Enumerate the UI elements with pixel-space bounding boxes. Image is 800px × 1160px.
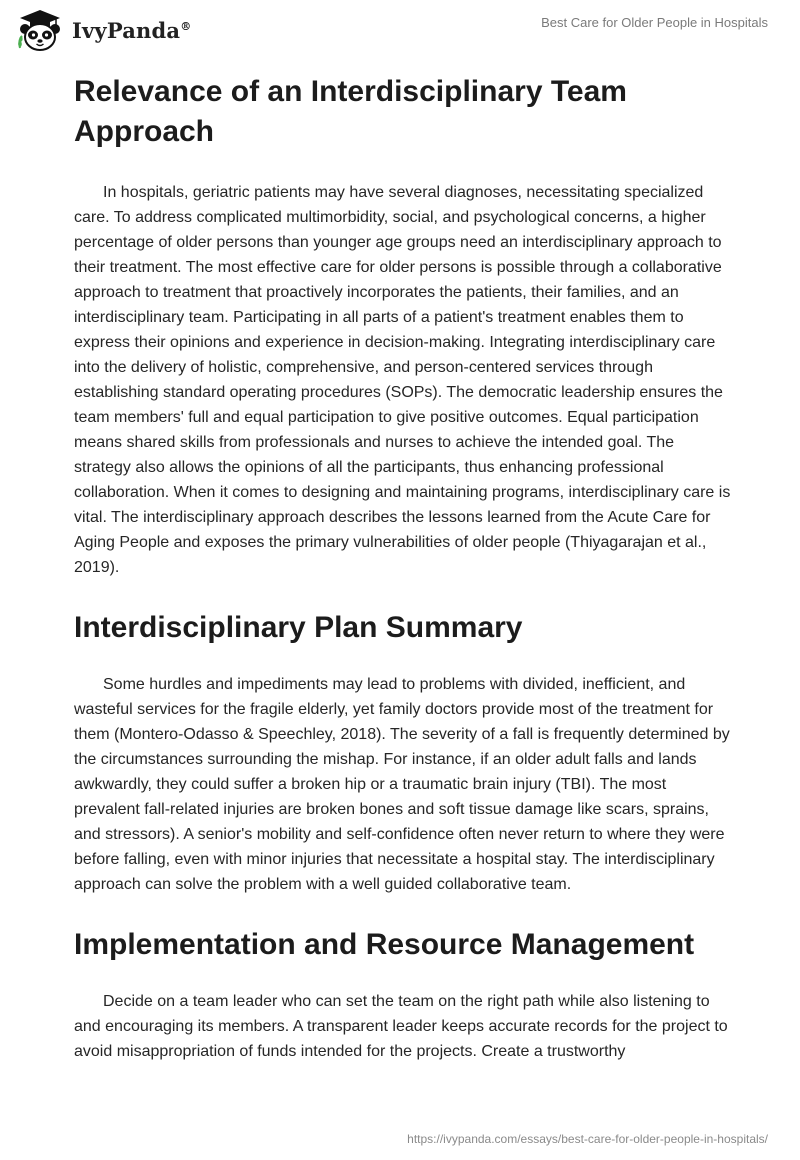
section-paragraph: Some hurdles and impediments may lead to problems with divided, inefficient, and wasteful services for the fragile elderly, yet family doctors provide most of the treatment for them (Montero-Odasso & Speechley, 2018). The severity of a fall is frequently determined by the circumstances surrounding the mishap. For instance, if an older adult falls and lands awkwardly, they could suffer a broken hip or a traumatic brain injury (TBI). The most prevalent fall-related injuries are broken bones and soft tissue damage like scars, sprains, and stressors). A senior's mobility and self-confidence often never return to where they were before falling, even with minor injuries that necessitate a hospital stay. The interdisciplinary approach can solve the problem with a well guided collaborative team. <box>74 676 730 893</box>
section-paragraph: Decide on a team leader who can set the team on the right path while also listening to and encouraging its members. A transparent leader keeps accurate records for the project to avoid misappropriation of funds intended for the projects. Create a trustworthy <box>74 993 728 1060</box>
section-heading: Interdisciplinary Plan Summary <box>74 611 523 644</box>
section-paragraph: In hospitals, geriatric patients may have several diagnoses, necessitating specialized care. To address complicated multimorbidity, social, and psychological concerns, a higher percentage of older persons than younger age groups need an interdisciplinary approach to their treatment. The most effective care for older persons is possible through a collaborative approach to treatment that proactively incorporates the patients, their families, and an interdisciplinary team. Participating in all parts of a patient's treatment enables them to express their opinions and experience in decision-making. Integrating interdisciplinary care into the delivery of holistic, comprehensive, and person-centered services through establishing standard operating procedures (SOPs). The democratic leadership ensures the team members' full and equal participation to give positive outcomes. Equal participation means shared skills from professionals and nurses to achieve the intended goal. The strategy also allows the opinions of all the participants, thus enhancing professional collaboration. When it comes to designing and maintaining programs, interdisciplinary care is vital. The interdisciplinary approach describes the lessons learned from the Acute Care for Aging People and exposes the primary vulnerabilities of older people (Thiyagarajan et al., 2019). <box>74 184 731 576</box>
panda-graduate-icon <box>16 8 64 52</box>
essay-body <box>74 72 734 1064</box>
footer-source-link[interactable]: https://ivypanda.com/essays/best-care-for-older-people-in-hospitals/ <box>407 1132 768 1146</box>
section-heading: Relevance of an Interdisciplinary Team Approach <box>74 75 627 148</box>
section-heading: Implementation and Resource Management <box>74 928 695 961</box>
page-header <box>0 0 800 60</box>
running-title: Best Care for Older People in Hospitals <box>541 15 768 30</box>
ivypanda-logo[interactable] <box>16 8 191 52</box>
logo-wordmark: IvyPanda® <box>72 17 192 43</box>
